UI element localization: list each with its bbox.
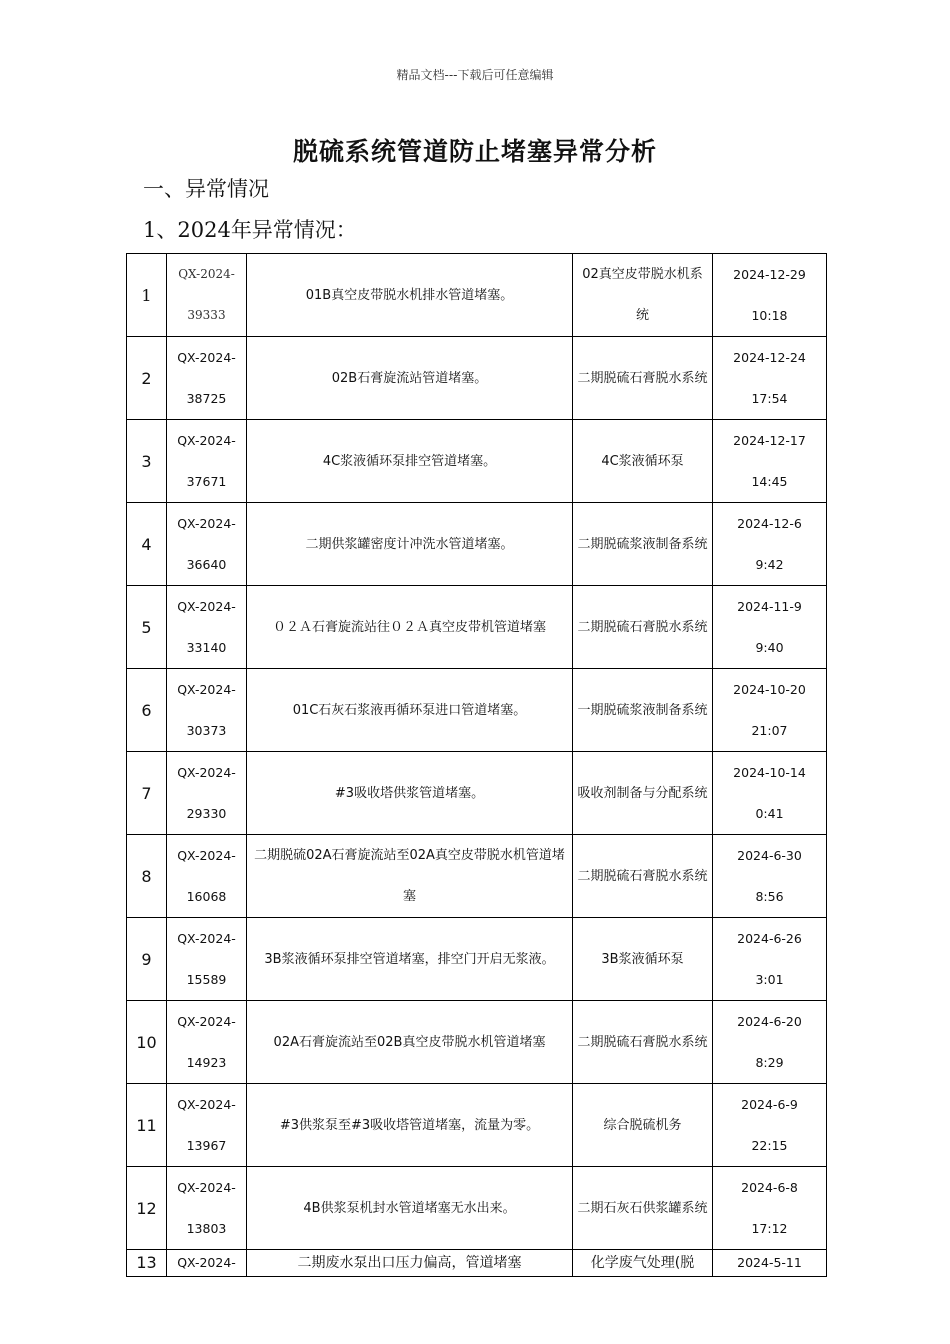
table-row bbox=[127, 1084, 827, 1167]
record-system: 二期脱硫石膏脱水系统 bbox=[573, 835, 713, 918]
record-code-prefix: QX-2024- bbox=[177, 516, 236, 531]
record-time bbox=[713, 337, 827, 420]
anomaly-table bbox=[126, 253, 827, 1277]
record-code-prefix: QX-2024- bbox=[177, 433, 236, 448]
row-index: 4 bbox=[127, 503, 167, 586]
record-date: 2024-5-11 bbox=[737, 1255, 802, 1270]
record-date: 2024-12-6 bbox=[737, 516, 802, 531]
row-index: 8 bbox=[127, 835, 167, 918]
record-code bbox=[167, 586, 247, 669]
record-system: 二期脱硫石膏脱水系统 bbox=[573, 586, 713, 669]
record-system: 吸收剂制备与分配系统 bbox=[573, 752, 713, 835]
table-row bbox=[127, 1001, 827, 1084]
subsection-number: 1、2024 bbox=[143, 218, 231, 242]
record-description: 3B浆液循环泵排空管道堵塞，排空门开启无浆液。 bbox=[247, 918, 573, 1001]
record-clock: 17:12 bbox=[751, 1221, 788, 1236]
section-heading: 一、异常情况 bbox=[143, 177, 269, 201]
row-index: 1 bbox=[127, 254, 167, 337]
table-row bbox=[127, 586, 827, 669]
record-code-prefix: QX-2024- bbox=[177, 931, 236, 946]
record-code bbox=[167, 254, 247, 337]
record-clock: 3:01 bbox=[755, 972, 784, 987]
table-row bbox=[127, 1250, 827, 1277]
record-code-prefix: QX-2024- bbox=[177, 848, 236, 863]
record-time bbox=[713, 254, 827, 337]
record-clock: 8:29 bbox=[755, 1055, 784, 1070]
subsection-text: 年异常情况： bbox=[230, 218, 357, 242]
record-date: 2024-11-9 bbox=[737, 599, 802, 614]
row-index: 7 bbox=[127, 752, 167, 835]
record-code bbox=[167, 1167, 247, 1250]
record-time bbox=[713, 1001, 827, 1084]
record-clock: 22:15 bbox=[751, 1138, 788, 1153]
record-description: #3供浆泵至#3吸收塔管道堵塞，流量为零。 bbox=[247, 1084, 573, 1167]
record-time bbox=[713, 586, 827, 669]
table-row bbox=[127, 337, 827, 420]
row-index: 2 bbox=[127, 337, 167, 420]
record-description: 4C浆液循环泵排空管道堵塞。 bbox=[247, 420, 573, 503]
row-index: 6 bbox=[127, 669, 167, 752]
record-date: 2024-12-29 bbox=[733, 267, 806, 282]
record-clock: 9:40 bbox=[755, 640, 784, 655]
record-time bbox=[713, 1084, 827, 1167]
record-code-number: 13967 bbox=[186, 1138, 227, 1153]
record-date: 2024-6-26 bbox=[737, 931, 802, 946]
row-index: 11 bbox=[127, 1084, 167, 1167]
record-code bbox=[167, 1084, 247, 1167]
table-row bbox=[127, 835, 827, 918]
record-date: 2024-6-30 bbox=[737, 848, 802, 863]
record-code-prefix: QX-2024- bbox=[177, 1255, 236, 1270]
record-date: 2024-10-20 bbox=[733, 682, 806, 697]
record-code-prefix: QX-2024- bbox=[177, 765, 236, 780]
record-code-number: 13803 bbox=[186, 1221, 227, 1236]
record-date: 2024-12-17 bbox=[733, 433, 806, 448]
record-time bbox=[713, 669, 827, 752]
record-system: 3B浆液循环泵 bbox=[573, 918, 713, 1001]
record-code bbox=[167, 1001, 247, 1084]
table-row bbox=[127, 918, 827, 1001]
table-row bbox=[127, 503, 827, 586]
row-index: 9 bbox=[127, 918, 167, 1001]
record-description: 02A石膏旋流站至02B真空皮带脱水机管道堵塞 bbox=[247, 1001, 573, 1084]
record-code-prefix: QX-2024- bbox=[177, 350, 236, 365]
record-code bbox=[167, 420, 247, 503]
record-code-prefix: QX-2024- bbox=[177, 599, 236, 614]
record-time bbox=[713, 1167, 827, 1250]
record-system: 二期石灰石供浆罐系统 bbox=[573, 1167, 713, 1250]
record-code-prefix: QX-2024- bbox=[177, 1014, 236, 1029]
record-description: 二期废水泵出口压力偏高，管道堵塞 bbox=[247, 1250, 573, 1277]
record-clock: 14:45 bbox=[751, 474, 788, 489]
row-index: 5 bbox=[127, 586, 167, 669]
record-code-number: 14923 bbox=[186, 1055, 227, 1070]
record-code-number: 15589 bbox=[186, 972, 227, 987]
table-row bbox=[127, 669, 827, 752]
table-row bbox=[127, 254, 827, 337]
record-clock: 21:07 bbox=[751, 723, 788, 738]
row-index: 13 bbox=[127, 1250, 167, 1277]
record-code-prefix: QX-2024- bbox=[177, 682, 236, 697]
record-system: 4C浆液循环泵 bbox=[573, 420, 713, 503]
table-row bbox=[127, 420, 827, 503]
table-row bbox=[127, 752, 827, 835]
record-clock: 10:18 bbox=[751, 308, 788, 323]
record-code bbox=[167, 503, 247, 586]
record-code-number: 30373 bbox=[186, 723, 227, 738]
record-description: 02B石膏旋流站管道堵塞。 bbox=[247, 337, 573, 420]
record-code bbox=[167, 835, 247, 918]
record-clock: 9:42 bbox=[755, 557, 784, 572]
record-description: #3吸收塔供浆管道堵塞。 bbox=[247, 752, 573, 835]
record-system: 化学废气处理(脱 bbox=[573, 1250, 713, 1277]
record-description: 4B供浆泵机封水管道堵塞无水出来。 bbox=[247, 1167, 573, 1250]
record-time bbox=[713, 752, 827, 835]
document-title: 脱硫系统管道防止堵塞异常分析 bbox=[292, 137, 657, 166]
record-date: 2024-6-8 bbox=[741, 1180, 798, 1195]
record-description: 01B真空皮带脱水机排水管道堵塞。 bbox=[247, 254, 573, 337]
record-time bbox=[713, 503, 827, 586]
row-index: 12 bbox=[127, 1167, 167, 1250]
record-code-number: 39333 bbox=[187, 308, 226, 322]
record-time bbox=[713, 835, 827, 918]
record-date: 2024-12-24 bbox=[733, 350, 806, 365]
record-date: 2024-6-9 bbox=[741, 1097, 798, 1112]
record-system: 二期脱硫石膏脱水系统 bbox=[573, 337, 713, 420]
row-index: 10 bbox=[127, 1001, 167, 1084]
record-code-prefix: QX-2024- bbox=[177, 1180, 236, 1195]
record-code-number: 37671 bbox=[186, 474, 227, 489]
record-code bbox=[167, 1250, 247, 1277]
table-row bbox=[127, 1167, 827, 1250]
record-code bbox=[167, 752, 247, 835]
page-header: 精品文档---下载后可任意编辑 bbox=[396, 68, 554, 82]
anomaly-table-body bbox=[127, 254, 827, 1277]
record-system: 二期脱硫浆液制备系统 bbox=[573, 503, 713, 586]
record-code-number: 36640 bbox=[186, 557, 227, 572]
record-system: 二期脱硫石膏脱水系统 bbox=[573, 1001, 713, 1084]
record-code-number: 29330 bbox=[186, 806, 227, 821]
record-time bbox=[713, 420, 827, 503]
record-code-prefix: QX-2024- bbox=[178, 267, 235, 281]
record-system: 综合脱硫机务 bbox=[573, 1084, 713, 1167]
record-code-number: 33140 bbox=[186, 640, 227, 655]
record-code bbox=[167, 337, 247, 420]
record-clock: 8:56 bbox=[755, 889, 784, 904]
subsection-heading bbox=[143, 214, 357, 244]
record-date: 2024-6-20 bbox=[737, 1014, 802, 1029]
record-description: 01C石灰石浆液再循环泵进口管道堵塞。 bbox=[247, 669, 573, 752]
record-code-number: 16068 bbox=[186, 889, 227, 904]
record-clock: 0:41 bbox=[755, 806, 784, 821]
record-system: 02真空皮带脱水机系统 bbox=[573, 254, 713, 337]
record-description: ０２Ａ石膏旋流站往０２Ａ真空皮带机管道堵塞 bbox=[247, 586, 573, 669]
record-date: 2024-10-14 bbox=[733, 765, 806, 780]
record-code bbox=[167, 918, 247, 1001]
row-index: 3 bbox=[127, 420, 167, 503]
record-code-prefix: QX-2024- bbox=[177, 1097, 236, 1112]
record-description: 二期脱硫02A石膏旋流站至02A真空皮带脱水机管道堵塞 bbox=[247, 835, 573, 918]
record-system: 一期脱硫浆液制备系统 bbox=[573, 669, 713, 752]
record-time bbox=[713, 1250, 827, 1277]
record-time bbox=[713, 918, 827, 1001]
record-clock: 17:54 bbox=[751, 391, 788, 406]
record-code bbox=[167, 669, 247, 752]
record-code-number: 38725 bbox=[186, 391, 227, 406]
record-description: 二期供浆罐密度计冲洗水管道堵塞。 bbox=[247, 503, 573, 586]
